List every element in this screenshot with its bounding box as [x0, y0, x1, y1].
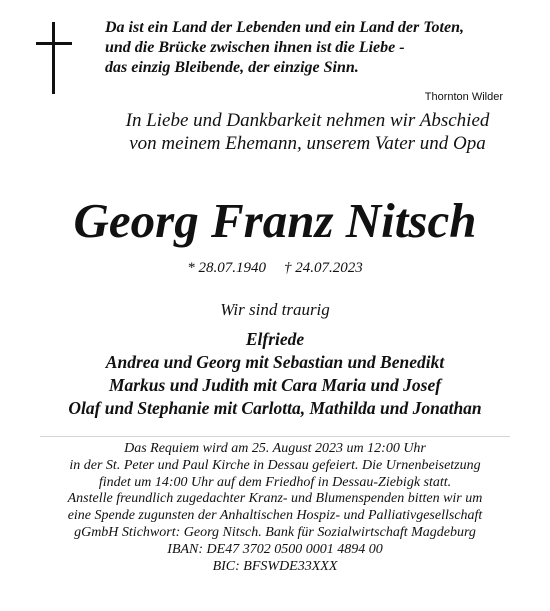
intro-line: In Liebe und Dankbarkeit nehmen wir Abschied	[125, 110, 490, 131]
divider	[40, 436, 510, 437]
details-line: findet um 14:00 Uhr auf dem Friedhof in Dessau-Ziebigk statt.	[98, 474, 452, 490]
quote-block	[105, 18, 545, 78]
details-line: Das Requiem wird am 25. August 2023 um 12:00 Uhr	[124, 441, 426, 456]
intro-line: von meinem Ehemann, unserem Vater und Opa	[129, 133, 486, 154]
death-date: † 24.07.2023	[284, 260, 363, 276]
details-line: eine Spende zugunsten der Anhaltischen Hospiz- und Palliativgesellschaft	[67, 508, 483, 524]
mourner-line: Markus und Judith mit Cara Maria und Josef	[108, 375, 442, 395]
quote-line: Da ist ein Land der Lebenden und ein Land der Toten,	[105, 19, 464, 36]
deceased-name: Georg Franz Nitsch	[73, 193, 477, 248]
details-line: in der St. Peter und Paul Kirche in Dessau gefeiert. Die Urnenbeisetzung	[69, 457, 481, 473]
mourner-line: Elfriede	[245, 329, 305, 349]
details-line: gGmbH Stichwort: Georg Nitsch. Bank für Sozialwirtschaft Magdeburg	[74, 524, 476, 540]
life-dates	[150, 259, 400, 278]
bic-line: BIC: BFSWDE33XXX	[212, 558, 338, 574]
iban-line: IBAN: DE47 3702 0500 0001 4894 00	[167, 541, 383, 557]
mourners-list	[0, 328, 550, 420]
quote-line: und die Brücke zwischen ihnen ist die Liebe -	[105, 39, 405, 56]
birth-date: * 28.07.1940	[187, 260, 266, 276]
quote-author: Thornton Wilder	[424, 91, 503, 103]
cross-horizontal-bar	[36, 42, 72, 45]
mourners-heading: Wir sind traurig	[220, 300, 330, 319]
funeral-details	[0, 441, 550, 575]
quote-line: das einzig Bleibende, der einzige Sinn.	[105, 59, 359, 76]
mourner-line: Olaf und Stephanie mit Carlotta, Mathilda und Jonathan	[68, 398, 482, 418]
intro-text	[60, 109, 550, 155]
cross-icon	[34, 22, 74, 94]
cross-vertical-bar	[52, 22, 55, 94]
details-line: Anstelle freundlich zugedachter Kranz- und Blumenspenden bitten wir um	[67, 491, 483, 507]
mourner-line: Andrea und Georg mit Sebastian und Benedikt	[105, 352, 445, 372]
